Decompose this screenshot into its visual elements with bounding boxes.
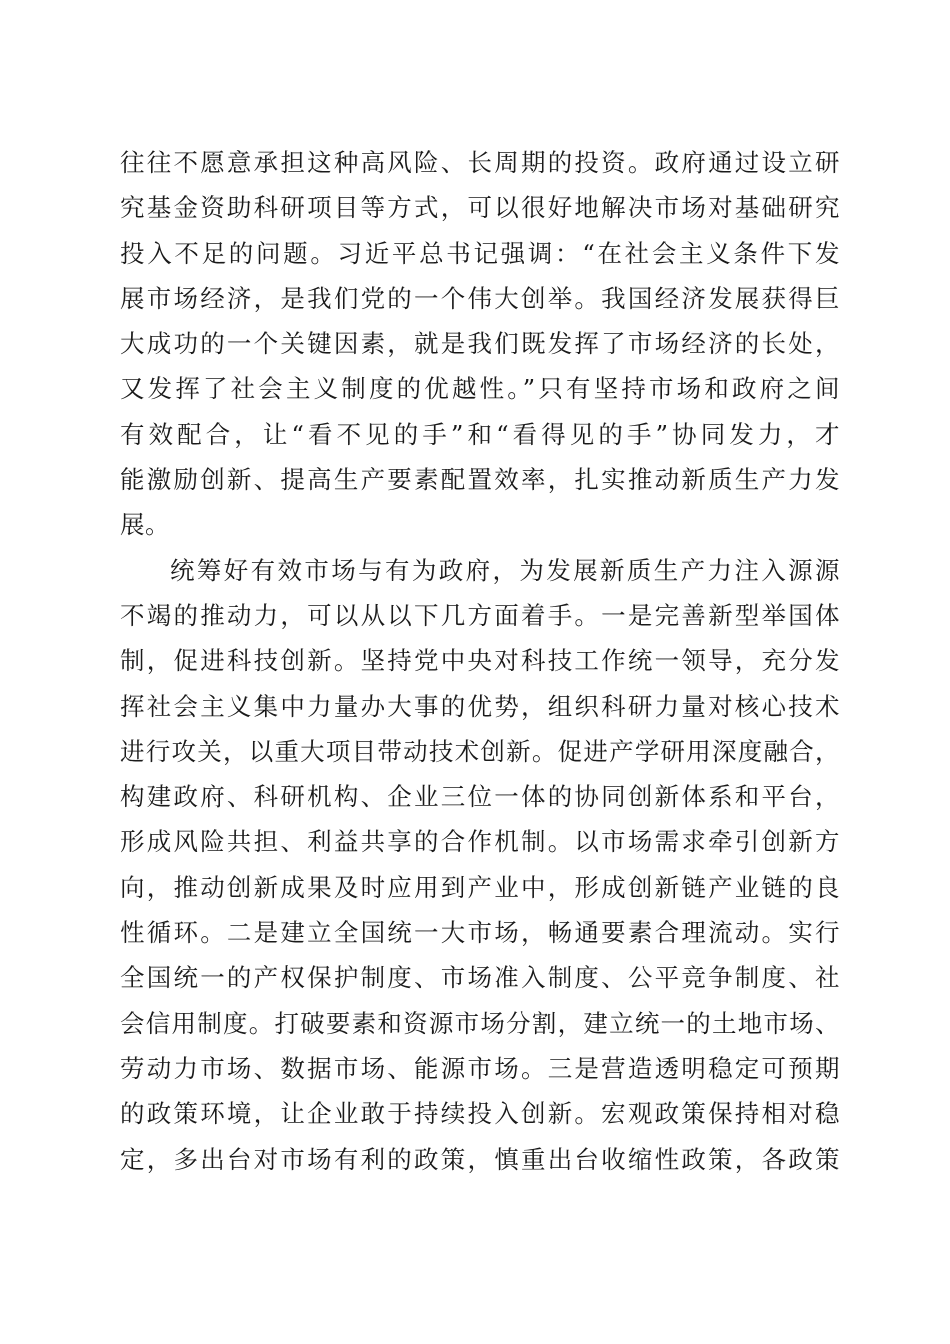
text-line: 投入不足的问题。习近平总书记强调：“在社会主义条件下发 — [120, 238, 840, 268]
text-line: 展。 — [120, 510, 170, 540]
body-text — [120, 140, 840, 1182]
text-line: 不竭的推动力，可以从以下几方面着手。一是完善新型举国体 — [120, 600, 840, 630]
text-line: 形成风险共担、利益共享的合作机制。以市场需求牵引创新方 — [120, 827, 840, 857]
text-line: 究基金资助科研项目等方式，可以很好地解决市场对基础研究 — [120, 193, 840, 223]
paragraph-first-line: 统筹好有效市场与有为政府，为发展新质生产力注入源源 — [170, 555, 840, 585]
text-line: 定，多出台对市场有利的政策，慎重出台收缩性政策，各政策 — [120, 1144, 840, 1174]
text-line: 又发挥了社会主义制度的优越性。”只有坚持市场和政府之间 — [120, 374, 840, 404]
text-line: 的政策环境，让企业敢于持续投入创新。宏观政策保持相对稳 — [120, 1099, 840, 1129]
text-line: 大成功的一个关键因素，就是我们既发挥了市场经济的长处， — [120, 329, 840, 359]
text-line: 挥社会主义集中力量办大事的优势，组织科研力量对核心技术 — [120, 691, 840, 721]
text-line: 向，推动创新成果及时应用到产业中，形成创新链产业链的良 — [120, 872, 840, 902]
text-line: 往往不愿意承担这种高风险、长周期的投资。政府通过设立研 — [120, 148, 840, 177]
text-line: 能激励创新、提高生产要素配置效率，扎实推动新质生产力发 — [120, 465, 840, 495]
text-line: 性循环。二是建立全国统一大市场，畅通要素合理流动。实行 — [120, 918, 840, 948]
text-line: 制，促进科技创新。坚持党中央对科技工作统一领导，充分发 — [120, 646, 840, 676]
text-line: 会信用制度。打破要素和资源市场分割，建立统一的土地市场、 — [120, 1008, 840, 1038]
text-line: 构建政府、科研机构、企业三位一体的协同创新体系和平台， — [120, 782, 840, 812]
text-line: 劳动力市场、数据市场、能源市场。三是营造透明稳定可预期 — [120, 1053, 840, 1083]
text-line: 展市场经济，是我们党的一个伟大创举。我国经济发展获得巨 — [120, 283, 840, 313]
text-line: 全国统一的产权保护制度、市场准入制度、公平竞争制度、社 — [120, 963, 840, 993]
text-line: 有效配合，让“看不见的手”和“看得见的手”协同发力，才 — [120, 419, 840, 449]
text-line: 进行攻关，以重大项目带动技术创新。促进产学研用深度融合， — [120, 736, 840, 766]
